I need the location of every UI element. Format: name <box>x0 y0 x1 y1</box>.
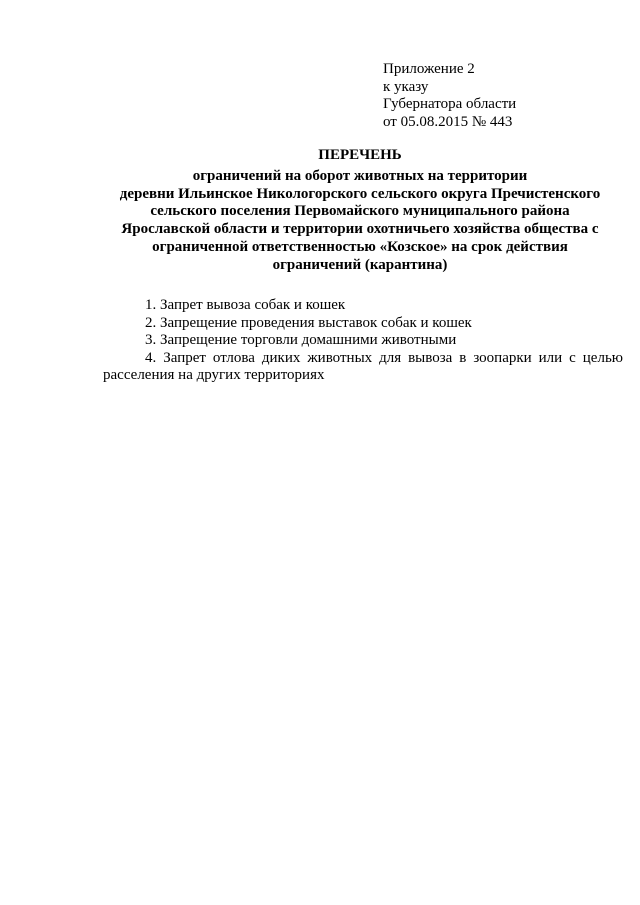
appendix-date-line: от 05.08.2015 № 443 <box>383 113 513 130</box>
subtitle-line: ограничений (карантина) <box>272 256 448 273</box>
subtitle-line: деревни Ильинское Никологорского сельского округа Пречистенского <box>119 185 601 202</box>
list-item: 2. Запрещение проведения выставок собак и кошек <box>145 314 472 331</box>
appendix-line: Губернатора области <box>383 96 517 112</box>
subtitle-line: Ярославской области и территории охотничьего хозяйства общества с <box>121 221 599 238</box>
subtitle-line: ограниченной ответственностью «Козское» на срок действия <box>152 238 568 255</box>
subtitle-line: ограничений на оборот животных на территории <box>192 168 528 184</box>
document-subtitle <box>100 168 620 274</box>
list-item: 4. Запрет отлова диких животных для вывоза в зоопарки или с целью расселения на других территориях <box>103 349 623 383</box>
appendix-line: Приложение 2 <box>383 61 475 77</box>
appendix-header <box>383 61 516 131</box>
subtitle-line: сельского поселения Первомайского муниципального района <box>150 203 570 220</box>
list-item: 3. Запрещение торговли домашними животными <box>145 332 457 348</box>
document-title: ПЕРЕЧЕНЬ <box>318 147 402 163</box>
restrictions-list <box>103 297 623 385</box>
appendix-line: к указу <box>383 78 429 95</box>
list-item: 1. Запрет вывоза собак и кошек <box>145 297 346 313</box>
